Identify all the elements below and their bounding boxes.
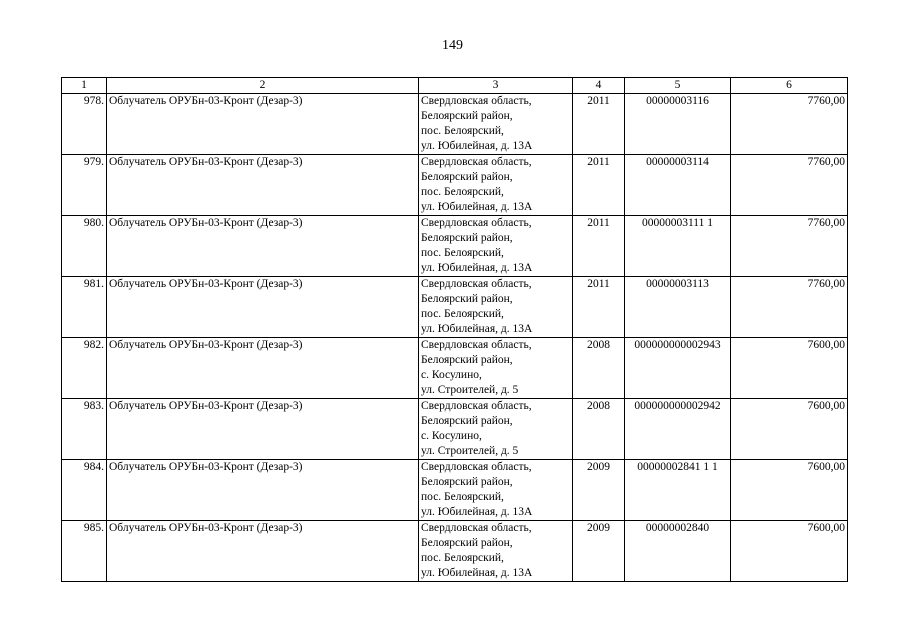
address-line: пос. Белоярский, [421, 247, 504, 259]
address-line: ул. Юбилейная, д. 13А [421, 201, 533, 213]
address-line: Белоярский район, [421, 232, 513, 244]
item-cost: 7600,00 [731, 521, 848, 582]
inventory-table [61, 77, 848, 582]
header-col-6: 6 [731, 78, 848, 94]
header-col-5: 5 [625, 78, 731, 94]
header-col-2: 2 [107, 78, 419, 94]
row-number: 981. [62, 277, 107, 338]
address-line: пос. Белоярский, [421, 186, 504, 198]
address-line: Белоярский район, [421, 476, 513, 488]
inventory-number: 000000000002943 [625, 338, 731, 399]
address-line: Свердловская область, [421, 339, 532, 351]
item-name: Облучатель ОРУБн-03-Кронт (Дезар-3) [107, 94, 419, 155]
table-row [62, 460, 848, 521]
item-cost: 7760,00 [731, 94, 848, 155]
inventory-number: 00000003116 [625, 94, 731, 155]
inventory-number: 00000002841 1 1 [625, 460, 731, 521]
address-line: с. Косулино, [421, 430, 482, 442]
address-line: Свердловская область, [421, 217, 532, 229]
item-address [419, 338, 573, 399]
table-row [62, 155, 848, 216]
item-year: 2008 [573, 338, 625, 399]
address-line: ул. Строителей, д. 5 [421, 384, 519, 396]
item-cost: 7760,00 [731, 216, 848, 277]
item-name: Облучатель ОРУБн-03-Кронт (Дезар-3) [107, 216, 419, 277]
address-line: пос. Белоярский, [421, 552, 504, 564]
header-col-1: 1 [62, 78, 107, 94]
item-year: 2011 [573, 94, 625, 155]
item-name: Облучатель ОРУБн-03-Кронт (Дезар-3) [107, 155, 419, 216]
item-year: 2009 [573, 460, 625, 521]
address-line: с. Косулино, [421, 369, 482, 381]
address-line: Свердловская область, [421, 95, 532, 107]
inventory-number: 00000003111 1 [625, 216, 731, 277]
table-row [62, 521, 848, 582]
address-line: ул. Строителей, д. 5 [421, 445, 519, 457]
table-row [62, 399, 848, 460]
item-cost: 7760,00 [731, 277, 848, 338]
header-row [62, 78, 848, 94]
address-line: ул. Юбилейная, д. 13А [421, 323, 533, 335]
item-year: 2009 [573, 521, 625, 582]
address-line: пос. Белоярский, [421, 491, 504, 503]
item-address [419, 94, 573, 155]
header-col-4: 4 [573, 78, 625, 94]
item-address [419, 277, 573, 338]
item-year: 2011 [573, 277, 625, 338]
item-cost: 7600,00 [731, 338, 848, 399]
row-number: 978. [62, 94, 107, 155]
item-name: Облучатель ОРУБн-03-Кронт (Дезар-3) [107, 521, 419, 582]
table-row [62, 338, 848, 399]
table-header [62, 78, 848, 94]
row-number: 979. [62, 155, 107, 216]
address-line: Белоярский район, [421, 171, 513, 183]
address-line: ул. Юбилейная, д. 13А [421, 567, 533, 579]
address-line: ул. Юбилейная, д. 13А [421, 262, 533, 274]
item-address [419, 155, 573, 216]
item-cost: 7600,00 [731, 460, 848, 521]
page-number: 149 [442, 38, 463, 53]
address-line: Свердловская область, [421, 400, 532, 412]
address-line: Свердловская область, [421, 461, 532, 473]
table-row [62, 277, 848, 338]
inventory-number: 00000002840 [625, 521, 731, 582]
row-number: 980. [62, 216, 107, 277]
table-row [62, 94, 848, 155]
item-address [419, 521, 573, 582]
item-cost: 7760,00 [731, 155, 848, 216]
address-line: пос. Белоярский, [421, 308, 504, 320]
address-line: Белоярский район, [421, 415, 513, 427]
item-name: Облучатель ОРУБн-03-Кронт (Дезар-3) [107, 399, 419, 460]
item-cost: 7600,00 [731, 399, 848, 460]
table-row [62, 216, 848, 277]
row-number: 982. [62, 338, 107, 399]
row-number: 985. [62, 521, 107, 582]
inventory-number: 00000003114 [625, 155, 731, 216]
item-year: 2011 [573, 155, 625, 216]
address-line: Белоярский район, [421, 110, 513, 122]
item-address [419, 216, 573, 277]
address-line: Свердловская область, [421, 156, 532, 168]
address-line: ул. Юбилейная, д. 13А [421, 506, 533, 518]
inventory-number: 000000000002942 [625, 399, 731, 460]
address-line: Белоярский район, [421, 537, 513, 549]
item-name: Облучатель ОРУБн-03-Кронт (Дезар-3) [107, 460, 419, 521]
address-line: Свердловская область, [421, 522, 532, 534]
address-line: пос. Белоярский, [421, 125, 504, 137]
address-line: Белоярский район, [421, 354, 513, 366]
address-line: Белоярский район, [421, 293, 513, 305]
item-name: Облучатель ОРУБн-03-Кронт (Дезар-3) [107, 338, 419, 399]
item-year: 2008 [573, 399, 625, 460]
row-number: 983. [62, 399, 107, 460]
address-line: ул. Юбилейная, д. 13А [421, 140, 533, 152]
item-address [419, 399, 573, 460]
inventory-number: 00000003113 [625, 277, 731, 338]
item-year: 2011 [573, 216, 625, 277]
header-col-3: 3 [419, 78, 573, 94]
item-address [419, 460, 573, 521]
address-line: Свердловская область, [421, 278, 532, 290]
row-number: 984. [62, 460, 107, 521]
item-name: Облучатель ОРУБн-03-Кронт (Дезар-3) [107, 277, 419, 338]
table-body [62, 94, 848, 582]
